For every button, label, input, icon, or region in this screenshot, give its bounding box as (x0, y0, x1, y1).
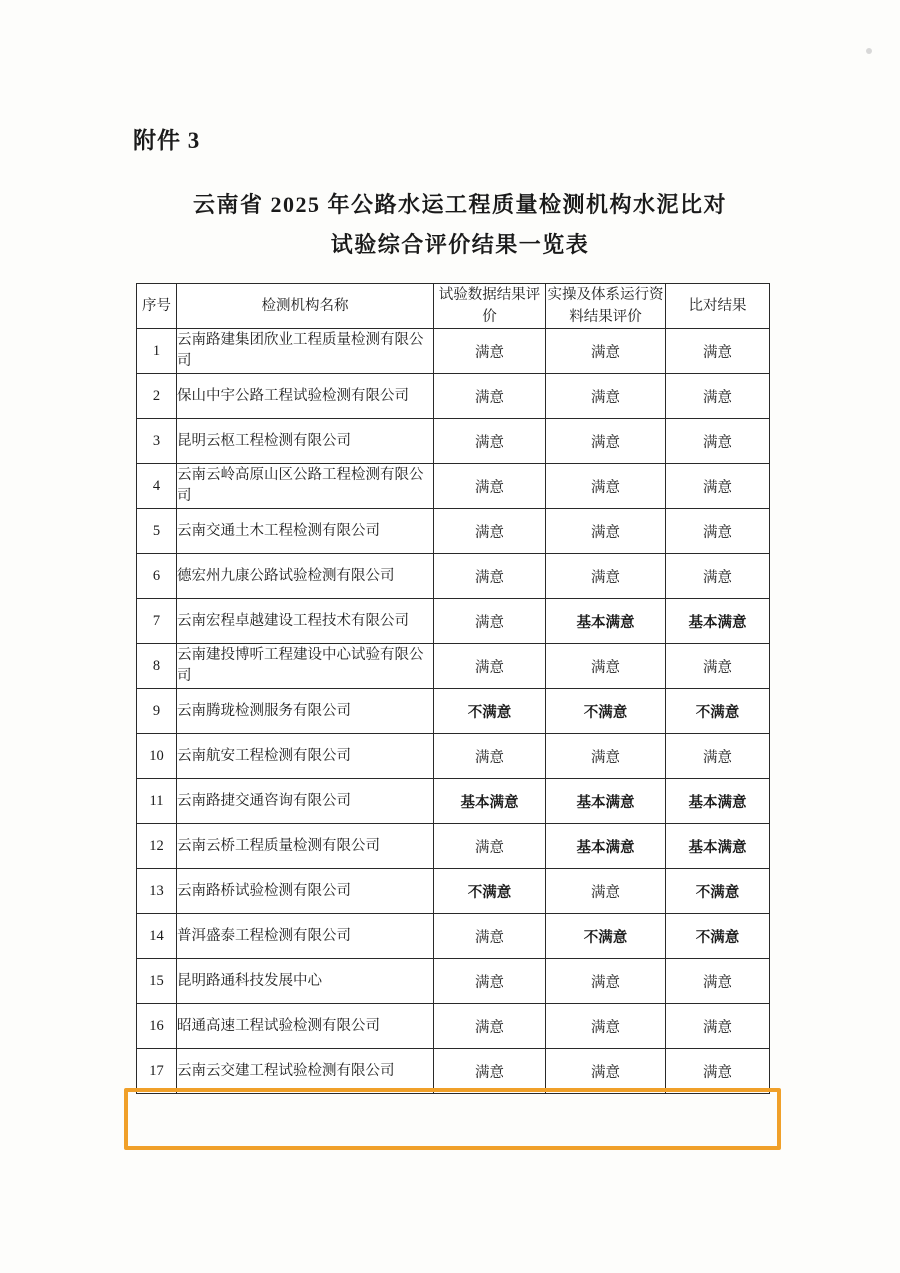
row-index: 15 (137, 959, 177, 1004)
institution-name: 德宏州九康公路试验检测有限公司 (177, 554, 434, 599)
ops-result-value: 满意 (546, 329, 666, 374)
table-row (137, 1004, 770, 1049)
data-result-value: 满意 (434, 1049, 546, 1094)
data-result-value: 不满意 (434, 869, 546, 914)
comparison-result-value: 满意 (666, 734, 770, 779)
comparison-result-value: 基本满意 (666, 779, 770, 824)
data-result-value: 满意 (434, 824, 546, 869)
row-index: 6 (137, 554, 177, 599)
title-line-2: 试验综合评价结果一览表 (330, 232, 590, 257)
institution-name: 云南航安工程检测有限公司 (177, 734, 434, 779)
row-index: 8 (137, 644, 177, 689)
row-index: 16 (137, 1004, 177, 1049)
comparison-result-value: 满意 (666, 329, 770, 374)
row-index: 9 (137, 689, 177, 734)
ops-result-value: 不满意 (546, 914, 666, 959)
data-result-value: 满意 (434, 554, 546, 599)
comparison-result-value: 满意 (666, 1004, 770, 1049)
row-index: 2 (137, 374, 177, 419)
ops-result-value: 满意 (546, 554, 666, 599)
ops-result-value: 基本满意 (546, 824, 666, 869)
institution-name: 云南路捷交通咨询有限公司 (177, 779, 434, 824)
institution-name: 云南宏程卓越建设工程技术有限公司 (177, 599, 434, 644)
ops-result-value: 满意 (546, 419, 666, 464)
comparison-result-value: 满意 (666, 644, 770, 689)
column-header-institution: 检测机构名称 (177, 284, 434, 329)
table-row (137, 734, 770, 779)
table-row (137, 329, 770, 374)
ops-result-value: 满意 (546, 1049, 666, 1094)
table-row (137, 374, 770, 419)
data-result-value: 满意 (434, 509, 546, 554)
row-index: 1 (137, 329, 177, 374)
ops-result-value: 满意 (546, 869, 666, 914)
highlight-annotation-box (124, 1088, 781, 1150)
ops-result-value: 基本满意 (546, 599, 666, 644)
institution-name: 昆明路通科技发展中心 (177, 959, 434, 1004)
row-index: 10 (137, 734, 177, 779)
institution-name: 云南建投博听工程建设中心试验有限公司 (177, 644, 434, 689)
institution-name: 云南云桥工程质量检测有限公司 (177, 824, 434, 869)
data-result-value: 满意 (434, 464, 546, 509)
ops-result-value: 满意 (546, 734, 666, 779)
institution-name: 昭通高速工程试验检测有限公司 (177, 1004, 434, 1049)
table-row (137, 914, 770, 959)
table-row (137, 554, 770, 599)
row-index: 4 (137, 464, 177, 509)
table-row (137, 599, 770, 644)
data-result-value: 不满意 (434, 689, 546, 734)
data-result-value: 满意 (434, 599, 546, 644)
institution-name: 云南云交建工程试验检测有限公司 (177, 1049, 434, 1094)
row-index: 3 (137, 419, 177, 464)
data-result-value: 满意 (434, 329, 546, 374)
row-index: 11 (137, 779, 177, 824)
attachment-label: 附件 3 (133, 128, 201, 153)
institution-name: 普洱盛泰工程检测有限公司 (177, 914, 434, 959)
ops-result-value: 满意 (546, 464, 666, 509)
row-index: 7 (137, 599, 177, 644)
comparison-result-value: 满意 (666, 959, 770, 1004)
institution-name: 云南云岭高原山区公路工程检测有限公司 (177, 464, 434, 509)
table-row (137, 419, 770, 464)
data-result-value: 满意 (434, 914, 546, 959)
institution-name: 保山中宇公路工程试验检测有限公司 (177, 374, 434, 419)
column-header-data-result: 试验数据结果评价 (434, 284, 546, 329)
comparison-result-value: 满意 (666, 419, 770, 464)
comparison-result-value: 基本满意 (666, 824, 770, 869)
comparison-result-value: 满意 (666, 1049, 770, 1094)
table-row (137, 464, 770, 509)
table-header (137, 284, 770, 329)
comparison-result-value: 基本满意 (666, 599, 770, 644)
comparison-result-value: 不满意 (666, 914, 770, 959)
row-index: 14 (137, 914, 177, 959)
table-row (137, 779, 770, 824)
data-result-value: 满意 (434, 734, 546, 779)
comparison-result-value: 不满意 (666, 689, 770, 734)
table-row (137, 869, 770, 914)
data-result-value: 满意 (434, 1004, 546, 1049)
evaluation-results-table (136, 283, 770, 1094)
ops-result-value: 基本满意 (546, 779, 666, 824)
data-result-value: 满意 (434, 374, 546, 419)
institution-name: 云南腾珑检测服务有限公司 (177, 689, 434, 734)
comparison-result-value: 满意 (666, 374, 770, 419)
comparison-result-value: 满意 (666, 554, 770, 599)
column-header-index: 序号 (137, 284, 177, 329)
table-row (137, 644, 770, 689)
institution-name: 云南路桥试验检测有限公司 (177, 869, 434, 914)
ops-result-value: 满意 (546, 509, 666, 554)
ops-result-value: 满意 (546, 374, 666, 419)
institution-name: 昆明云枢工程检测有限公司 (177, 419, 434, 464)
table-row (137, 509, 770, 554)
scan-artifact-dot (866, 48, 872, 54)
table-row (137, 1049, 770, 1094)
comparison-result-value: 满意 (666, 509, 770, 554)
comparison-result-value: 满意 (666, 464, 770, 509)
title-line-1: 云南省 2025 年公路水运工程质量检测机构水泥比对 (192, 192, 727, 217)
table-row (137, 959, 770, 1004)
ops-result-value: 满意 (546, 959, 666, 1004)
row-index: 5 (137, 509, 177, 554)
data-result-value: 满意 (434, 959, 546, 1004)
institution-name: 云南交通土木工程检测有限公司 (177, 509, 434, 554)
row-index: 12 (137, 824, 177, 869)
data-result-value: 基本满意 (434, 779, 546, 824)
ops-result-value: 满意 (546, 1004, 666, 1049)
table-body (137, 329, 770, 1094)
row-index: 13 (137, 869, 177, 914)
ops-result-value: 满意 (546, 644, 666, 689)
table-row (137, 824, 770, 869)
comparison-result-value: 不满意 (666, 869, 770, 914)
ops-result-value: 不满意 (546, 689, 666, 734)
row-index: 17 (137, 1049, 177, 1094)
data-result-value: 满意 (434, 644, 546, 689)
data-result-value: 满意 (434, 419, 546, 464)
column-header-comparison-result: 比对结果 (666, 284, 770, 329)
page-title (150, 185, 770, 265)
institution-name: 云南路建集团欣业工程质量检测有限公司 (177, 329, 434, 374)
column-header-ops-result: 实操及体系运行资料结果评价 (546, 284, 666, 329)
table-row (137, 689, 770, 734)
